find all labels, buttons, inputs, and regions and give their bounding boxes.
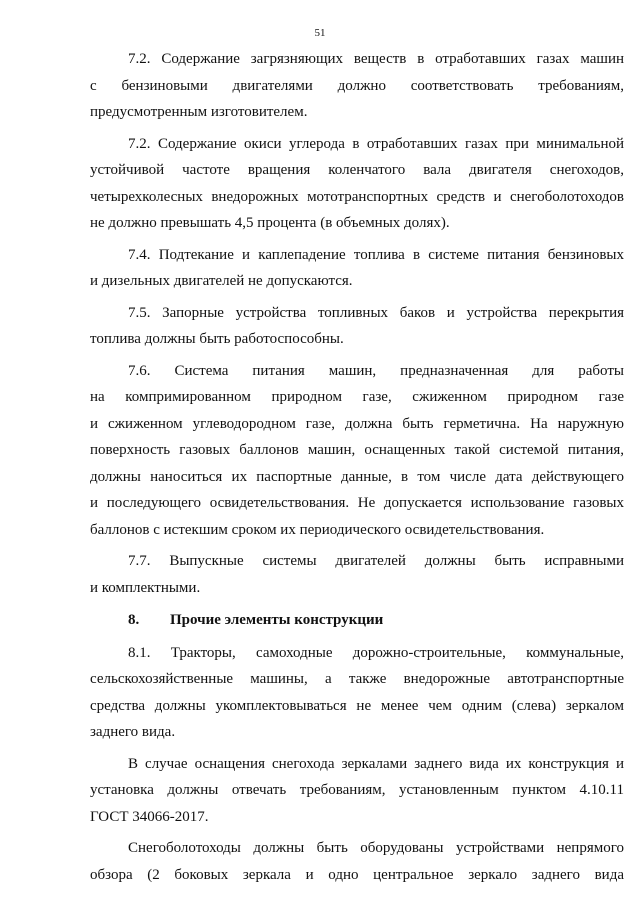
paragraph-p-7-5 <box>90 300 624 353</box>
paragraph-line: В случае оснащения снегохода зеркалами заднего вида их конструкция и <box>128 755 624 772</box>
paragraph-line: 7.2. Содержание окиси углерода в отработавших газах при минимальной <box>128 135 624 152</box>
paragraph-line: 7.7. Выпускные системы двигателей должны быть исправными <box>128 553 624 569</box>
paragraph-line: обзора (2 боковых зеркала и одно центральное зеркало заднего вида <box>90 866 624 883</box>
paragraph-line: 7.6. Система питания машин, предназначенная для работы <box>128 362 624 379</box>
paragraph-line: 7.2. Содержание загрязняющих веществ в отработавших газах машин <box>128 51 624 67</box>
paragraph-p-7-6 <box>90 358 624 544</box>
paragraph-p-7-4 <box>90 242 624 295</box>
paragraph-line: и комплектными. <box>90 579 201 596</box>
paragraph-line: должны наноситься их паспортные данные, в том числе дата действующего <box>90 468 624 485</box>
paragraph-line: 8.1. Тракторы, самоходные дорожно-строительные, коммунальные, <box>128 644 624 661</box>
paragraph-line: баллонов с истекшим сроком их периодического освидетельствования. <box>90 521 545 538</box>
paragraph-line: устойчивой частоте вращения коленчатого вала двигателя снегоходов, <box>90 162 624 178</box>
paragraph-line: четырехколесных внедорожных мототранспортных средств и снегоболотоходов <box>90 188 624 205</box>
paragraph-line: ГОСТ 34066-2017. <box>90 808 209 825</box>
paragraph-line: 7.5. Запорные устройства топливных баков и устройства перекрытия <box>128 304 624 321</box>
section-8-paragraphs <box>90 640 624 889</box>
document-body <box>90 46 624 888</box>
paragraph-line: топлива должны быть работоспособны. <box>90 331 344 347</box>
paragraph-line: заднего вида. <box>90 724 176 740</box>
section-heading-number: 8. <box>128 612 140 628</box>
section-7-paragraphs <box>90 46 624 601</box>
page-number: 51 <box>314 27 326 39</box>
paragraph-p-8-1-swamp <box>90 835 624 888</box>
paragraph-line: Снегоболотоходы должны быть оборудованы устройствами непрямого <box>128 840 624 856</box>
paragraph-p-7-2a <box>90 46 624 126</box>
paragraph-p-8-1-snowmobile <box>90 751 624 831</box>
paragraph-line: с бензиновыми двигателями должно соответствовать требованиям, <box>90 77 624 94</box>
paragraph-line: установка должны отвечать требованиям, установленным пунктом 4.10.11 <box>90 782 624 798</box>
paragraph-line: сельскохозяйственные машины, а также внедорожные автотранспортные <box>90 671 624 687</box>
section-heading-title: Прочие элементы конструкции <box>170 612 384 628</box>
paragraph-line: и дизельных двигателей не допускаются. <box>90 273 353 289</box>
paragraph-line: поверхность газовых баллонов машин, оснащенных такой системой питания, <box>90 442 624 458</box>
paragraph-line: и последующего освидетельствования. Не допускается использование газовых <box>90 495 624 511</box>
paragraph-line: не должно превышать 4,5 процента (в объемных долях). <box>90 215 450 231</box>
paragraph-p-8-1 <box>90 640 624 746</box>
section-heading <box>90 607 624 634</box>
paragraph-p-7-2b <box>90 131 624 237</box>
paragraph-line: на компримированном природном газе, сжиженном природном газе <box>90 389 624 405</box>
paragraph-line: и сжиженном углеводородном газе, должна быть герметична. На наружную <box>90 415 624 432</box>
paragraph-p-7-7 <box>90 548 624 601</box>
paragraph-line: 7.4. Подтекание и каплепадение топлива в системе питания бензиновых <box>128 246 624 263</box>
paragraph-line: предусмотренным изготовителем. <box>90 104 308 120</box>
paragraph-line: средства должны укомплектовываться не менее чем одним (слева) зеркалом <box>90 697 624 714</box>
